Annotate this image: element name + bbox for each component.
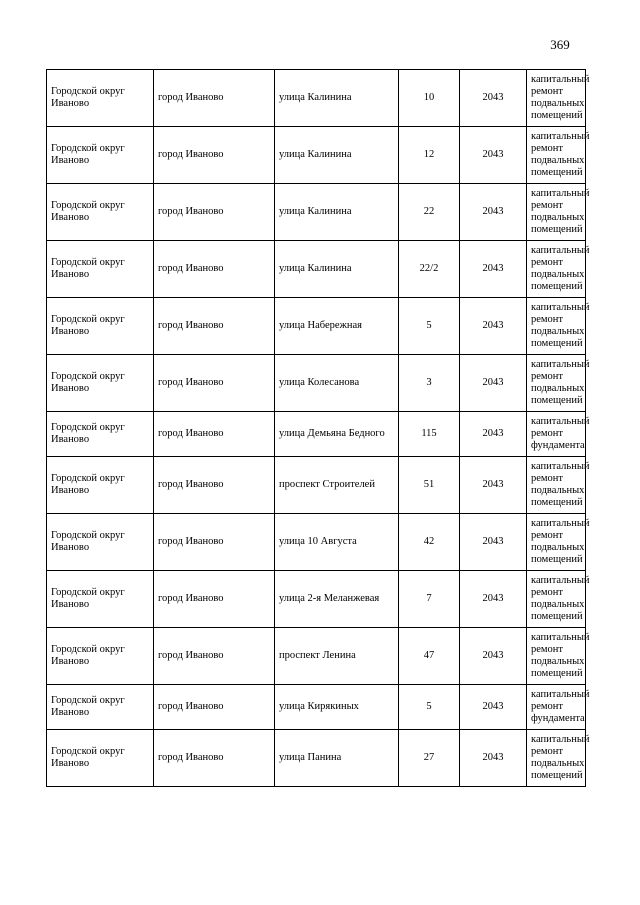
work-cell: капитальный ремонт подвальных помещений [527, 298, 586, 355]
house-cell: 12 [399, 127, 460, 184]
house-cell: 42 [399, 514, 460, 571]
street-cell: улица Кирякиных [275, 685, 399, 730]
house-cell: 5 [399, 298, 460, 355]
year-cell: 2043 [460, 298, 527, 355]
year-cell: 2043 [460, 628, 527, 685]
work-cell: капитальный ремонт подвальных помещений [527, 730, 586, 787]
house-cell: 47 [399, 628, 460, 685]
house-cell: 22/2 [399, 241, 460, 298]
city-cell: город Иваново [154, 127, 275, 184]
work-cell: капитальный ремонт подвальных помещений [527, 457, 586, 514]
table-row [47, 457, 586, 514]
city-cell: город Иваново [154, 685, 275, 730]
house-cell: 5 [399, 685, 460, 730]
house-cell: 7 [399, 571, 460, 628]
house-cell: 115 [399, 412, 460, 457]
house-cell: 10 [399, 70, 460, 127]
house-cell: 27 [399, 730, 460, 787]
work-cell: капитальный ремонт фундамента [527, 412, 586, 457]
city-cell: город Иваново [154, 514, 275, 571]
year-cell: 2043 [460, 571, 527, 628]
okrug-cell: Городской округ Иваново [47, 70, 154, 127]
street-cell: улица 10 Августа [275, 514, 399, 571]
okrug-cell: Городской округ Иваново [47, 241, 154, 298]
table-row [47, 412, 586, 457]
city-cell: город Иваново [154, 628, 275, 685]
street-cell: проспект Строителей [275, 457, 399, 514]
work-cell: капитальный ремонт подвальных помещений [527, 628, 586, 685]
work-cell: капитальный ремонт подвальных помещений [527, 184, 586, 241]
year-cell: 2043 [460, 70, 527, 127]
okrug-cell: Городской округ Иваново [47, 514, 154, 571]
street-cell: улица Панина [275, 730, 399, 787]
city-cell: город Иваново [154, 70, 275, 127]
work-cell: капитальный ремонт подвальных помещений [527, 127, 586, 184]
street-cell: улица Набережная [275, 298, 399, 355]
okrug-cell: Городской округ Иваново [47, 298, 154, 355]
street-cell: улица Колесанова [275, 355, 399, 412]
okrug-cell: Городской округ Иваново [47, 730, 154, 787]
street-cell: улица Калинина [275, 70, 399, 127]
table-row [47, 514, 586, 571]
city-cell: город Иваново [154, 730, 275, 787]
year-cell: 2043 [460, 457, 527, 514]
city-cell: город Иваново [154, 184, 275, 241]
okrug-cell: Городской округ Иваново [47, 412, 154, 457]
table-row [47, 241, 586, 298]
okrug-cell: Городской округ Иваново [47, 457, 154, 514]
table-row [47, 628, 586, 685]
city-cell: город Иваново [154, 298, 275, 355]
street-cell: улица Калинина [275, 127, 399, 184]
table-row [47, 571, 586, 628]
okrug-cell: Городской округ Иваново [47, 685, 154, 730]
table-row [47, 730, 586, 787]
street-cell: проспект Ленина [275, 628, 399, 685]
house-cell: 22 [399, 184, 460, 241]
house-cell: 51 [399, 457, 460, 514]
street-cell: улица Демьяна Бедного [275, 412, 399, 457]
street-cell: улица 2-я Меланжевая [275, 571, 399, 628]
registry-table [46, 69, 590, 787]
table-row [47, 298, 586, 355]
year-cell: 2043 [460, 241, 527, 298]
city-cell: город Иваново [154, 412, 275, 457]
house-cell: 3 [399, 355, 460, 412]
table-row [47, 127, 586, 184]
city-cell: город Иваново [154, 241, 275, 298]
table-row [47, 184, 586, 241]
year-cell: 2043 [460, 184, 527, 241]
okrug-cell: Городской округ Иваново [47, 628, 154, 685]
work-cell: капитальный ремонт фундамента [527, 685, 586, 730]
work-cell: капитальный ремонт подвальных помещений [527, 70, 586, 127]
okrug-cell: Городской округ Иваново [47, 184, 154, 241]
year-cell: 2043 [460, 730, 527, 787]
city-cell: город Иваново [154, 355, 275, 412]
work-cell: капитальный ремонт подвальных помещений [527, 355, 586, 412]
okrug-cell: Городской округ Иваново [47, 127, 154, 184]
page-number: 369 [550, 37, 570, 52]
okrug-cell: Городской округ Иваново [47, 355, 154, 412]
year-cell: 2043 [460, 412, 527, 457]
year-cell: 2043 [460, 355, 527, 412]
work-cell: капитальный ремонт подвальных помещений [527, 514, 586, 571]
table-row [47, 685, 586, 730]
table-row [47, 355, 586, 412]
table-row [47, 70, 586, 127]
year-cell: 2043 [460, 127, 527, 184]
year-cell: 2043 [460, 685, 527, 730]
work-cell: капитальный ремонт подвальных помещений [527, 241, 586, 298]
year-cell: 2043 [460, 514, 527, 571]
street-cell: улица Калинина [275, 184, 399, 241]
okrug-cell: Городской округ Иваново [47, 571, 154, 628]
street-cell: улица Калинина [275, 241, 399, 298]
work-cell: капитальный ремонт подвальных помещений [527, 571, 586, 628]
city-cell: город Иваново [154, 457, 275, 514]
city-cell: город Иваново [154, 571, 275, 628]
